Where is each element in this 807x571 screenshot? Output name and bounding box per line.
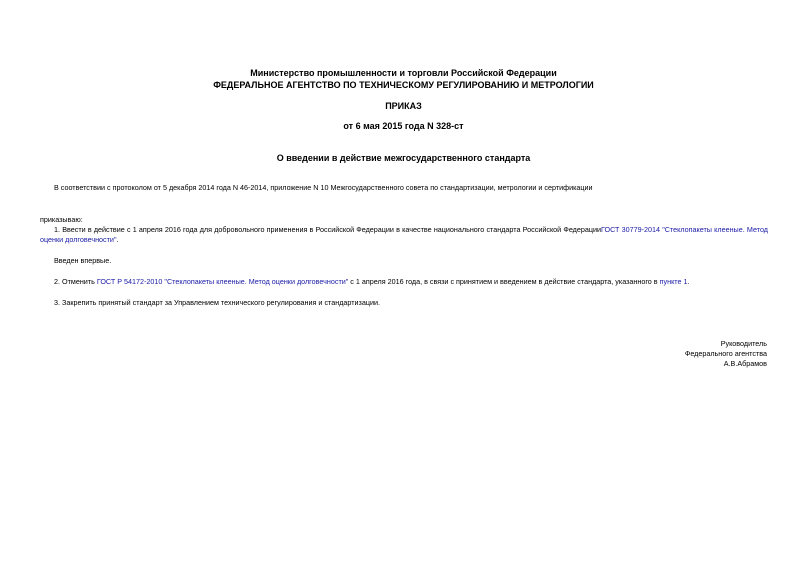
item-2-mid: с 1 апреля 2016 года, в связи с принятием и введением в действие стандарта, указанного в	[348, 277, 660, 286]
item-1-end: .	[116, 235, 119, 244]
doc-type-heading: ПРИКАЗ	[385, 101, 422, 111]
item-1-text: 1. Ввести в действие с 1 апреля 2016 года для добровольного применения в Российской Федерации в качестве национального стандарта Российской Федерации	[54, 225, 602, 234]
gost-r-54172-link[interactable]: ГОСТ Р 54172-2010 "Стеклопакеты клееные. Метод оценки долговечности"	[96, 277, 349, 286]
item-2-start: 2. Отменить	[54, 277, 97, 286]
order-word: приказываю:	[40, 215, 83, 224]
item-1-reference-link[interactable]: пункте 1	[659, 277, 688, 286]
signature-name: А.В.Абрамов	[723, 359, 767, 368]
intro-note: Введен впервые.	[54, 256, 112, 265]
doc-title: О введении в действие межгосударственного стандарта	[276, 153, 531, 163]
item-1-paragraph	[40, 225, 768, 245]
ministry-heading: Министерство промышленности и торговли Российской Федерации	[250, 68, 557, 78]
item-2-paragraph	[54, 277, 774, 287]
signature-role: Руководитель	[720, 339, 767, 348]
signature-org: Федерального агентства	[684, 349, 767, 358]
preamble-paragraph: В соответствии с протоколом от 5 декабря 2014 года N 46-2014, приложение N 10 Межгосударственного совета по стандартизации, метрологии и сертификации	[54, 183, 593, 192]
doc-date-heading: от 6 мая 2015 года N 328-ст	[343, 121, 464, 131]
gost-30779-link[interactable]: ГОСТ 30779-2014 "Стеклопакеты клееные. Метод оценки долговечности"	[40, 225, 768, 244]
item-2-end: .	[687, 277, 690, 286]
agency-heading: ФЕДЕРАЛЬНОЕ АГЕНТСТВО ПО ТЕХНИЧЕСКОМУ РЕГУЛИРОВАНИЮ И МЕТРОЛОГИИ	[213, 80, 594, 90]
item-3-paragraph: 3. Закрепить принятый стандарт за Управлением технического регулирования и стандартизации.	[54, 298, 380, 307]
